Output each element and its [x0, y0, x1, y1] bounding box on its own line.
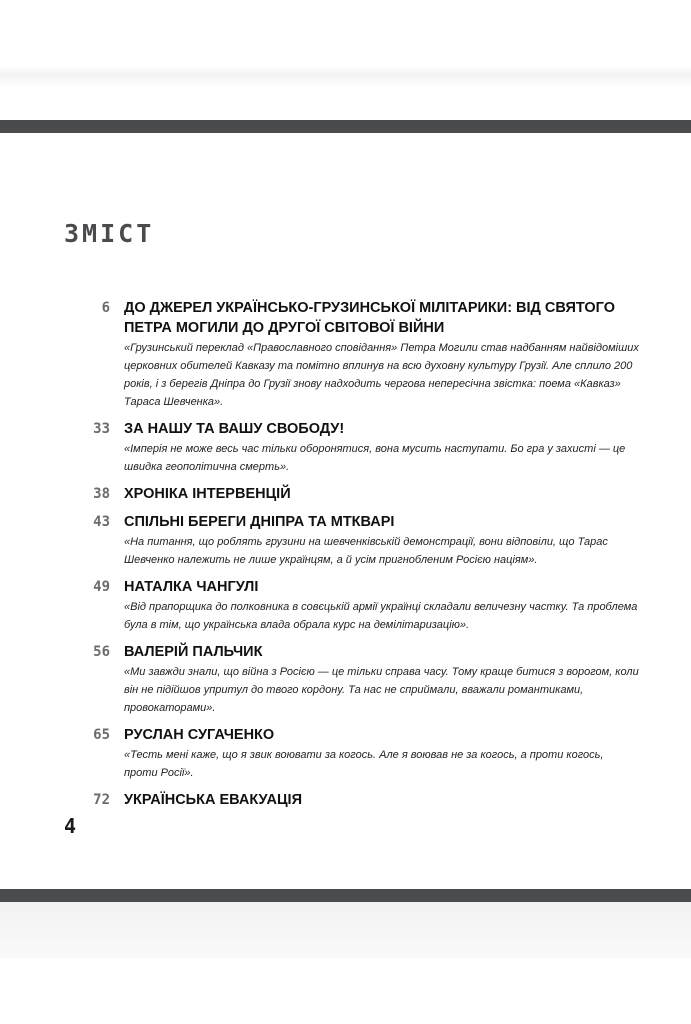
toc-quote: «На питання, що роблять грузини на шевченківській демонстрації, вони відповіли, що Тарас Шевченко належить не лише українцям, а й усім пригнобленим Росією націям».: [124, 536, 608, 566]
toc-page-number: 33: [93, 421, 110, 437]
toc-entry[interactable]: [80, 577, 640, 634]
page-number: 4: [64, 814, 77, 838]
toc-heading: НАТАЛКА ЧАНГУЛІ: [124, 579, 259, 595]
bottom-divider-bar: [0, 889, 691, 902]
toc-quote: «Грузинський переклад «Православного сповідання» Петра Могили став надбанням найвідоміших церковних обителей Кавказу та помітно вплинув на всю духовну культуру Грузії. Але сплило 200 років, і з берегів Дніпра до Грузії знову надходить чергова непересічна звістка: поема «Кавказ» Тараса Шевченка».: [124, 342, 639, 408]
toc-page-number: 6: [101, 300, 110, 316]
toc-heading: ЗА НАШУ ТА ВАШУ СВОБОДУ!: [124, 421, 345, 437]
toc-entry[interactable]: [80, 725, 640, 782]
toc-heading: СПІЛЬНІ БЕРЕГИ ДНІПРА ТА МТКВАРІ: [124, 514, 395, 530]
toc-entry[interactable]: [80, 790, 640, 810]
bottom-background: [0, 902, 691, 958]
table-of-contents: [80, 298, 640, 818]
toc-entry[interactable]: [80, 298, 640, 411]
toc-quote: «Тесть мені каже, що я звик воювати за когось. Але я воював не за когось, а проти когось, проти Росії».: [124, 749, 604, 779]
toc-quote: «Імперія не може весь час тільки оборонятися, вона мусить наступати. Бо гра у захисті — це швидка геополітична смерть».: [124, 443, 626, 473]
top-background: [0, 0, 691, 120]
toc-quote: «Від прапорщика до полковника в совєцькій армії українці складали величезну частку. Та проблема була в тім, що українська влада обрала курс на демілітаризацію».: [124, 601, 638, 631]
toc-heading: ВАЛЕРІЙ ПАЛЬЧИК: [124, 644, 263, 660]
page-title: ЗМІСТ: [64, 219, 155, 248]
toc-entry[interactable]: [80, 419, 640, 476]
toc-entry[interactable]: [80, 642, 640, 717]
toc-entry[interactable]: [80, 484, 640, 504]
toc-page-number: 72: [93, 792, 110, 808]
toc-heading: РУСЛАН СУГАЧЕНКО: [124, 727, 275, 743]
toc-page-number: 56: [93, 644, 110, 660]
toc-entry[interactable]: [80, 512, 640, 569]
toc-heading: ДО ДЖЕРЕЛ УКРАЇНСЬКО-ГРУЗИНСЬКОЇ МІЛІТАРИКИ: ВІД СВЯТОГО ПЕТРА МОГИЛИ ДО ДРУГОЇ СВІТОВОЇ ВІЙНИ: [124, 300, 615, 336]
top-divider-bar: [0, 120, 691, 133]
toc-heading: УКРАЇНСЬКА ЕВАКУАЦІЯ: [124, 792, 303, 808]
toc-quote: «Ми завжди знали, що війна з Росією — це тільки справа часу. Тому краще битися з ворогом, коли він не підійшов упритул до твого кордону. Та нас не сприймали, вважали романтиками, провокаторами».: [124, 666, 639, 714]
toc-page-number: 49: [93, 579, 110, 595]
toc-page-number: 43: [93, 514, 110, 530]
toc-page-number: 38: [93, 486, 110, 502]
toc-page-number: 65: [93, 727, 110, 743]
toc-heading: ХРОНІКА ІНТЕРВЕНЦІЙ: [124, 486, 291, 502]
